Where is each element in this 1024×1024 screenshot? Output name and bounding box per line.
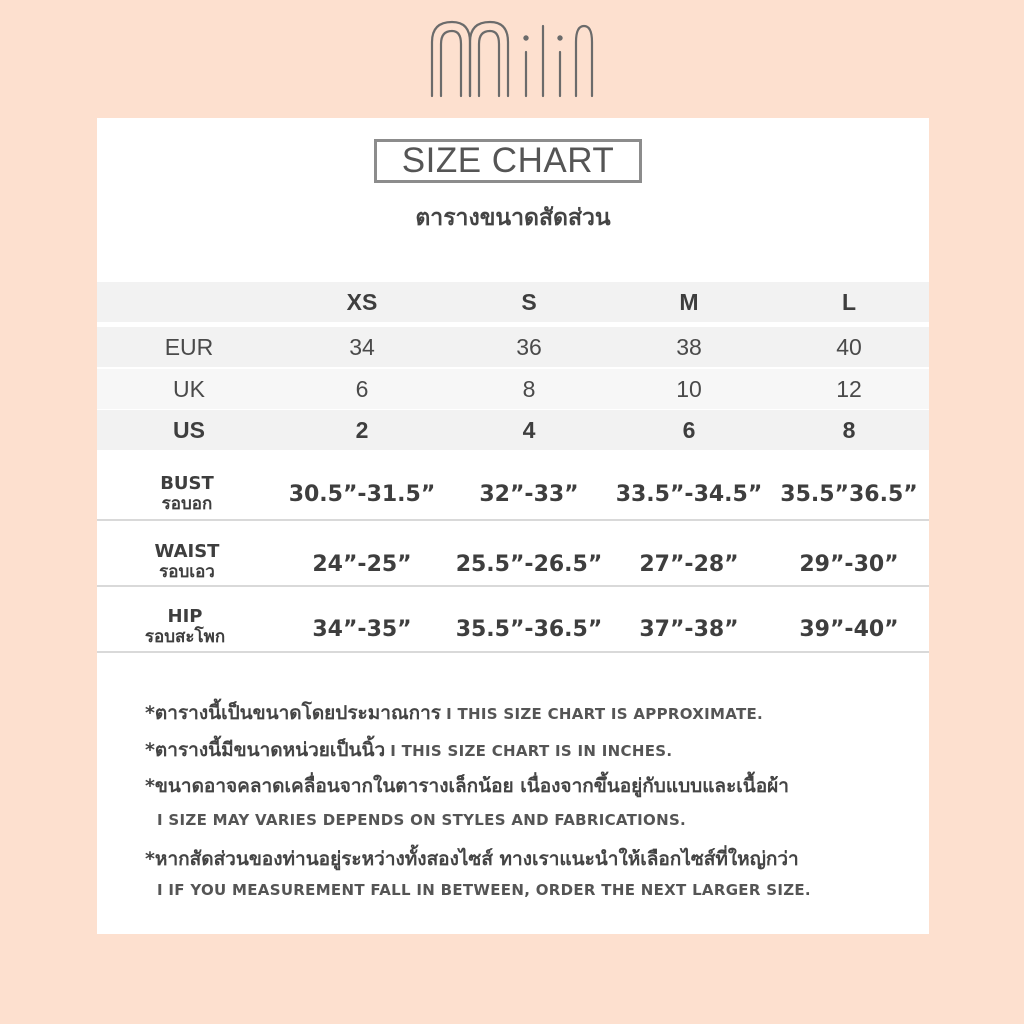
label-en: WAIST: [154, 541, 220, 562]
table-cell: 37”-38”: [639, 617, 739, 642]
table-cell: 8: [842, 417, 856, 443]
table-cell: 8: [522, 376, 536, 402]
label-th: รอบสะโพก: [144, 627, 226, 647]
table-cell: 33.5”-34.5”: [615, 482, 763, 507]
milin-logo: [0, 12, 1024, 102]
table-cell: 39”-40”: [799, 617, 899, 642]
note-th: *ตารางนี้มีขนาดหน่วยเป็นนิ้ว: [145, 739, 386, 761]
divider: [97, 585, 929, 587]
size-header-l: L: [841, 289, 857, 315]
size-header-xs: XS: [346, 289, 378, 315]
divider: [97, 519, 929, 521]
table-cell: 6: [355, 376, 369, 402]
table-cell: 38: [676, 334, 702, 360]
row-label-eur: EUR: [164, 334, 214, 360]
table-cell: 25.5”-26.5”: [455, 552, 603, 577]
row-label-bust: [160, 474, 214, 514]
note-variance-en: [157, 810, 686, 829]
note-between-en: [157, 880, 811, 899]
label-en: BUST: [160, 473, 214, 494]
table-cell: 29”-30”: [799, 552, 899, 577]
label-th: รอบอก: [161, 494, 213, 514]
note-th: *ขนาดอาจคลาดเคลื่อนจากในตารางเล็กน้อย เนื่องจากขึ้นอยู่กับแบบและเนื้อผ้า: [145, 775, 789, 797]
size-header-s: S: [521, 289, 537, 315]
size-header-m: M: [679, 289, 699, 315]
row-label-waist: [155, 542, 220, 582]
note-between-th: [145, 844, 799, 874]
table-row: [97, 327, 929, 367]
note-inches: [145, 735, 672, 765]
table-cell: 24”-25”: [312, 552, 412, 577]
table-cell: 4: [522, 417, 536, 443]
label-en: HIP: [167, 606, 203, 627]
note-en: I IF YOU MEASUREMENT FALL IN BETWEEN, ORDER THE NEXT LARGER SIZE.: [157, 881, 811, 899]
note-en: I THIS SIZE CHART IS APPROXIMATE.: [446, 705, 764, 723]
table-cell: 34”-35”: [312, 617, 412, 642]
table-cell: 6: [682, 417, 696, 443]
note-en: I SIZE MAY VARIES DEPENDS ON STYLES AND FABRICATIONS.: [157, 811, 687, 829]
table-cell: 2: [355, 417, 369, 443]
table-cell: 35.5”-36.5”: [455, 617, 603, 642]
note-approximate: [145, 698, 763, 728]
note-en: I THIS SIZE CHART IS IN INCHES.: [390, 742, 673, 760]
note-th: *หากสัดส่วนของท่านอยู่ระหว่างทั้งสองไซส์ ทางเราแนะนำให้เลือกไซส์ที่ใหญ่กว่า: [145, 848, 799, 870]
size-chart-card: [97, 118, 929, 934]
table-cell: 35.5”36.5”: [780, 482, 918, 507]
chart-subtitle: ตารางขนาดสัดส่วน: [415, 205, 611, 231]
note-th: *ตารางนี้เป็นขนาดโดยประมาณการ: [145, 702, 441, 724]
table-row: [97, 410, 929, 450]
table-cell: 36: [516, 334, 542, 360]
table-cell: 32”-33”: [479, 482, 579, 507]
chart-title: SIZE CHART: [374, 139, 642, 183]
table-cell: 10: [676, 376, 702, 402]
row-label-us: US: [173, 417, 205, 443]
measurement-row-hip: [97, 603, 929, 653]
row-label-uk: UK: [173, 376, 205, 402]
size-header-row: [97, 282, 929, 322]
table-cell: 12: [836, 376, 862, 402]
note-variance-th: [145, 771, 789, 801]
measurement-row-bust: [97, 470, 929, 518]
label-th: รอบเอว: [159, 562, 215, 582]
divider: [97, 651, 929, 653]
row-label-hip: [145, 607, 225, 647]
table-cell: 30.5”-31.5”: [288, 482, 436, 507]
table-cell: 34: [349, 334, 375, 360]
measurement-row-waist: [97, 538, 929, 588]
table-cell: 40: [836, 334, 862, 360]
table-row: [97, 369, 929, 409]
table-cell: 27”-28”: [639, 552, 739, 577]
